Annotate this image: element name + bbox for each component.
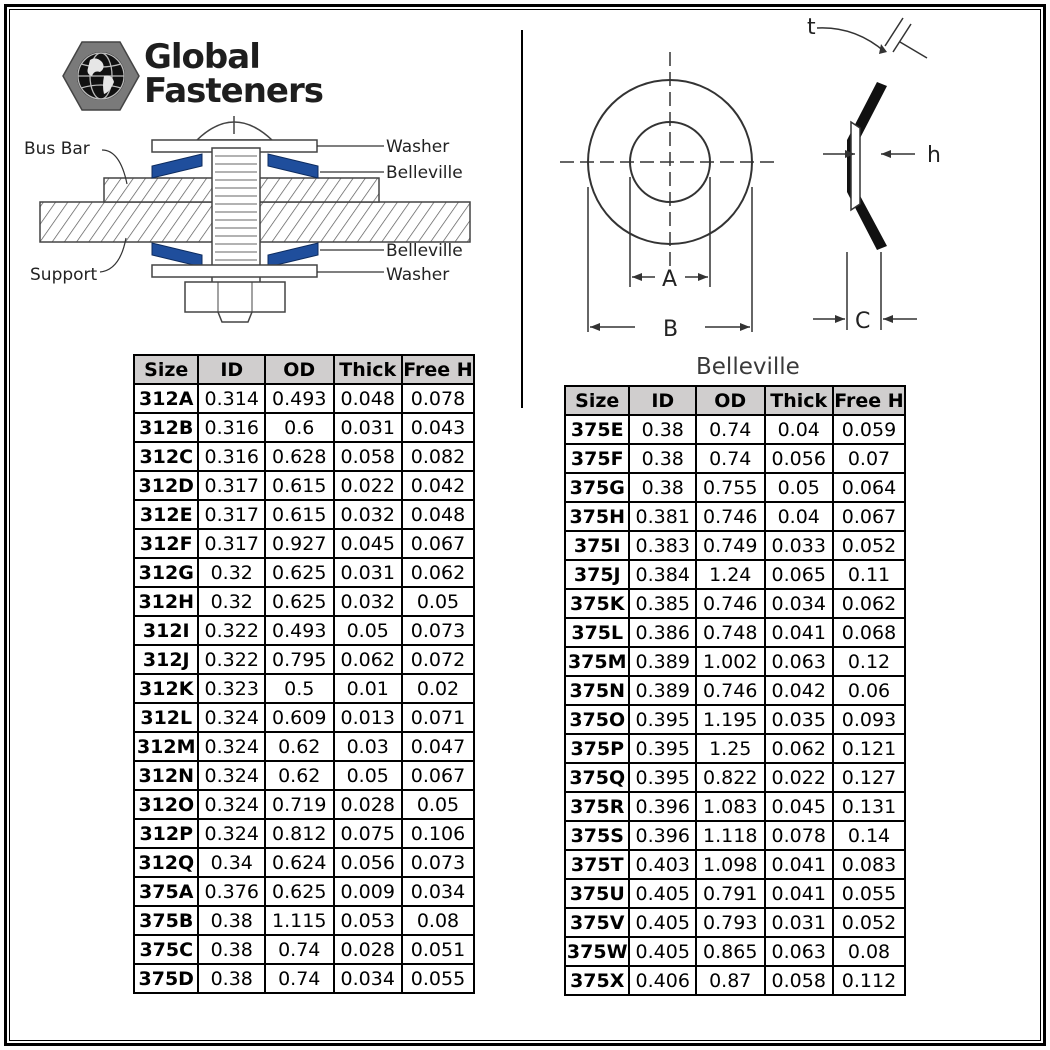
cell-id: 0.324 (198, 761, 265, 790)
cell-od: 0.749 (696, 531, 765, 560)
cell-free-h: 0.068 (833, 618, 905, 647)
cell-free-h: 0.06 (833, 676, 905, 705)
dim-c-label: C (855, 309, 871, 334)
table-row (134, 645, 474, 674)
cell-thick: 0.013 (334, 703, 403, 732)
cell-free-h: 0.127 (833, 763, 905, 792)
cell-thick: 0.028 (334, 790, 403, 819)
cell-od: 0.609 (265, 703, 334, 732)
table-row (134, 674, 474, 703)
cell-id: 0.32 (198, 558, 265, 587)
table-row (565, 473, 905, 502)
cell-id: 0.384 (629, 560, 696, 589)
cell-size: 312B (134, 413, 198, 442)
support-label: Support (30, 265, 98, 285)
dim-h-label: h (927, 143, 941, 168)
cell-size: 375T (565, 850, 629, 879)
cell-od: 0.748 (696, 618, 765, 647)
cell-free-h: 0.083 (833, 850, 905, 879)
column-header-free-h: Free H (402, 355, 474, 384)
cell-od: 0.746 (696, 502, 765, 531)
cell-id: 0.386 (629, 618, 696, 647)
spec-table-left (133, 354, 475, 994)
cell-od: 1.195 (696, 705, 765, 734)
cell-id: 0.38 (198, 935, 265, 964)
cell-id: 0.403 (629, 850, 696, 879)
cell-od: 0.791 (696, 879, 765, 908)
belleville-caption: Belleville (696, 354, 800, 380)
cell-id: 0.38 (198, 906, 265, 935)
table-row (565, 705, 905, 734)
cell-id: 0.383 (629, 531, 696, 560)
cell-size: 312D (134, 471, 198, 500)
table-row (134, 558, 474, 587)
cell-od: 1.24 (696, 560, 765, 589)
table-row (134, 935, 474, 964)
cell-free-h: 0.048 (402, 500, 474, 529)
cell-size: 375W (565, 937, 629, 966)
table-row (134, 906, 474, 935)
cell-od: 0.625 (265, 558, 334, 587)
cell-size: 375P (565, 734, 629, 763)
cell-id: 0.322 (198, 616, 265, 645)
table-row (134, 500, 474, 529)
cell-od: 0.5 (265, 674, 334, 703)
cell-thick: 0.032 (334, 500, 403, 529)
bus-bar-label: Bus Bar (24, 139, 90, 159)
table-row (565, 850, 905, 879)
cell-free-h: 0.093 (833, 705, 905, 734)
cell-free-h: 0.073 (402, 616, 474, 645)
cell-size: 375S (565, 821, 629, 850)
cell-size: 375K (565, 589, 629, 618)
cell-size: 375F (565, 444, 629, 473)
cell-free-h: 0.034 (402, 877, 474, 906)
dim-a-label: A (662, 267, 678, 292)
table-row (134, 790, 474, 819)
cell-id: 0.395 (629, 705, 696, 734)
table-row (134, 964, 474, 993)
cell-free-h: 0.08 (833, 937, 905, 966)
table-row (134, 848, 474, 877)
belleville-top-label: Belleville (386, 163, 463, 183)
table-row (565, 879, 905, 908)
cell-free-h: 0.07 (833, 444, 905, 473)
cell-free-h: 0.067 (402, 761, 474, 790)
cell-thick: 0.056 (334, 848, 403, 877)
column-header-size: Size (134, 355, 198, 384)
cell-od: 0.62 (265, 732, 334, 761)
cell-id: 0.322 (198, 645, 265, 674)
cell-thick: 0.062 (334, 645, 403, 674)
cell-size: 312J (134, 645, 198, 674)
cell-free-h: 0.071 (402, 703, 474, 732)
cell-id: 0.395 (629, 763, 696, 792)
cell-od: 0.865 (696, 937, 765, 966)
cell-od: 0.746 (696, 589, 765, 618)
cell-od: 1.002 (696, 647, 765, 676)
cell-od: 0.746 (696, 676, 765, 705)
cell-od: 1.098 (696, 850, 765, 879)
cell-thick: 0.03 (334, 732, 403, 761)
cell-id: 0.38 (629, 415, 696, 444)
cell-od: 0.493 (265, 384, 334, 413)
cell-id: 0.316 (198, 442, 265, 471)
cell-size: 375I (565, 531, 629, 560)
washer-bottom-label: Washer (386, 265, 450, 285)
cell-od: 1.083 (696, 792, 765, 821)
cell-free-h: 0.062 (402, 558, 474, 587)
table-row (565, 531, 905, 560)
cell-id: 0.376 (198, 877, 265, 906)
cell-free-h: 0.052 (833, 908, 905, 937)
table-row (565, 618, 905, 647)
cell-thick: 0.048 (334, 384, 403, 413)
cell-free-h: 0.073 (402, 848, 474, 877)
cell-size: 312Q (134, 848, 198, 877)
cell-size: 375R (565, 792, 629, 821)
table-row (134, 442, 474, 471)
cell-size: 375X (565, 966, 629, 995)
table-row (565, 966, 905, 995)
cell-size: 375E (565, 415, 629, 444)
cell-id: 0.396 (629, 792, 696, 821)
cell-size: 375J (565, 560, 629, 589)
cell-thick: 0.031 (765, 908, 834, 937)
bus-bar-assembly-diagram (22, 110, 472, 345)
cell-od: 0.755 (696, 473, 765, 502)
cell-free-h: 0.05 (402, 790, 474, 819)
cell-id: 0.38 (629, 473, 696, 502)
cell-id: 0.34 (198, 848, 265, 877)
cell-id: 0.395 (629, 734, 696, 763)
cell-id: 0.323 (198, 674, 265, 703)
cell-id: 0.324 (198, 819, 265, 848)
cell-free-h: 0.062 (833, 589, 905, 618)
cell-thick: 0.05 (334, 616, 403, 645)
cell-id: 0.38 (198, 964, 265, 993)
cell-thick: 0.033 (765, 531, 834, 560)
cell-free-h: 0.055 (833, 879, 905, 908)
cell-od: 0.615 (265, 500, 334, 529)
cell-thick: 0.053 (334, 906, 403, 935)
cell-thick: 0.022 (334, 471, 403, 500)
cell-id: 0.405 (629, 908, 696, 937)
cell-thick: 0.01 (334, 674, 403, 703)
cell-od: 0.625 (265, 877, 334, 906)
table-row (134, 761, 474, 790)
cell-thick: 0.04 (765, 502, 834, 531)
column-header-od: OD (696, 386, 765, 415)
cell-free-h: 0.042 (402, 471, 474, 500)
cell-thick: 0.034 (765, 589, 834, 618)
cell-size: 312I (134, 616, 198, 645)
belleville-washer-diagram (555, 12, 955, 342)
cell-size: 375O (565, 705, 629, 734)
cell-free-h: 0.072 (402, 645, 474, 674)
brand-name-line1: Global (144, 37, 260, 77)
cell-thick: 0.031 (334, 413, 403, 442)
cell-size: 375H (565, 502, 629, 531)
cell-id: 0.385 (629, 589, 696, 618)
table-header-row (134, 355, 474, 384)
table-row (565, 821, 905, 850)
cell-id: 0.406 (629, 966, 696, 995)
brand-name-line2: Fasteners (144, 71, 323, 111)
cell-thick: 0.031 (334, 558, 403, 587)
cell-od: 0.927 (265, 529, 334, 558)
column-header-id: ID (198, 355, 265, 384)
cell-od: 0.6 (265, 413, 334, 442)
cell-thick: 0.062 (765, 734, 834, 763)
table-row (134, 877, 474, 906)
cell-size: 312P (134, 819, 198, 848)
cell-free-h: 0.082 (402, 442, 474, 471)
cell-size: 375G (565, 473, 629, 502)
table-row (565, 589, 905, 618)
cell-free-h: 0.055 (402, 964, 474, 993)
column-header-od: OD (265, 355, 334, 384)
cell-free-h: 0.067 (833, 502, 905, 531)
cell-free-h: 0.02 (402, 674, 474, 703)
table-row (565, 908, 905, 937)
washer-top-label: Washer (386, 137, 450, 157)
cell-thick: 0.045 (334, 529, 403, 558)
column-header-id: ID (629, 386, 696, 415)
cell-thick: 0.075 (334, 819, 403, 848)
cell-od: 0.62 (265, 761, 334, 790)
cell-od: 0.793 (696, 908, 765, 937)
cell-free-h: 0.047 (402, 732, 474, 761)
cell-size: 375V (565, 908, 629, 937)
cell-size: 375M (565, 647, 629, 676)
cell-thick: 0.028 (334, 935, 403, 964)
cell-od: 1.115 (265, 906, 334, 935)
brand-logo (62, 37, 332, 112)
table-row (565, 415, 905, 444)
cell-thick: 0.063 (765, 647, 834, 676)
cell-size: 375N (565, 676, 629, 705)
cell-thick: 0.05 (334, 761, 403, 790)
cell-free-h: 0.064 (833, 473, 905, 502)
cell-free-h: 0.12 (833, 647, 905, 676)
cell-od: 0.74 (265, 935, 334, 964)
dim-t-label: t (807, 15, 816, 40)
cell-id: 0.314 (198, 384, 265, 413)
spec-table-right (564, 385, 906, 996)
table-row (134, 384, 474, 413)
cell-size: 375U (565, 879, 629, 908)
cell-size: 312G (134, 558, 198, 587)
column-divider (521, 30, 523, 408)
table-row (134, 616, 474, 645)
column-header-size: Size (565, 386, 629, 415)
cell-free-h: 0.067 (402, 529, 474, 558)
cell-thick: 0.032 (334, 587, 403, 616)
cell-free-h: 0.08 (402, 906, 474, 935)
table-row (134, 413, 474, 442)
cell-free-h: 0.11 (833, 560, 905, 589)
cell-id: 0.324 (198, 790, 265, 819)
table-row (565, 734, 905, 763)
cell-thick: 0.041 (765, 618, 834, 647)
cell-od: 0.615 (265, 471, 334, 500)
cell-size: 312L (134, 703, 198, 732)
cell-id: 0.32 (198, 587, 265, 616)
cell-thick: 0.045 (765, 792, 834, 821)
cell-free-h: 0.112 (833, 966, 905, 995)
table-row (565, 560, 905, 589)
cell-free-h: 0.05 (402, 587, 474, 616)
cell-size: 375D (134, 964, 198, 993)
cell-free-h: 0.14 (833, 821, 905, 850)
cell-thick: 0.05 (765, 473, 834, 502)
cell-id: 0.317 (198, 500, 265, 529)
cell-id: 0.324 (198, 732, 265, 761)
cell-free-h: 0.121 (833, 734, 905, 763)
table-row (565, 937, 905, 966)
table-row (134, 587, 474, 616)
cell-od: 0.628 (265, 442, 334, 471)
cell-id: 0.396 (629, 821, 696, 850)
cell-id: 0.405 (629, 937, 696, 966)
table-row (565, 502, 905, 531)
cell-free-h: 0.043 (402, 413, 474, 442)
cell-size: 312A (134, 384, 198, 413)
table-header-row (565, 386, 905, 415)
cell-od: 0.74 (696, 415, 765, 444)
belleville-bottom-label: Belleville (386, 241, 463, 261)
table-row (134, 529, 474, 558)
table-row (565, 647, 905, 676)
cell-id: 0.324 (198, 703, 265, 732)
cell-free-h: 0.051 (402, 935, 474, 964)
cell-id: 0.317 (198, 471, 265, 500)
cell-size: 375A (134, 877, 198, 906)
cell-size: 375Q (565, 763, 629, 792)
cell-thick: 0.022 (765, 763, 834, 792)
cell-free-h: 0.078 (402, 384, 474, 413)
cell-od: 0.624 (265, 848, 334, 877)
cell-id: 0.38 (629, 444, 696, 473)
cell-id: 0.316 (198, 413, 265, 442)
cell-od: 0.74 (696, 444, 765, 473)
cell-thick: 0.063 (765, 937, 834, 966)
cell-thick: 0.034 (334, 964, 403, 993)
cell-thick: 0.009 (334, 877, 403, 906)
cell-free-h: 0.052 (833, 531, 905, 560)
cell-size: 312E (134, 500, 198, 529)
cell-size: 375L (565, 618, 629, 647)
cell-od: 0.74 (265, 964, 334, 993)
table-row (565, 792, 905, 821)
column-header-thick: Thick (334, 355, 403, 384)
column-header-thick: Thick (765, 386, 834, 415)
cell-size: 312C (134, 442, 198, 471)
cell-size: 375C (134, 935, 198, 964)
cell-od: 0.87 (696, 966, 765, 995)
cell-thick: 0.065 (765, 560, 834, 589)
table-row (134, 819, 474, 848)
cell-thick: 0.058 (334, 442, 403, 471)
cell-size: 312O (134, 790, 198, 819)
cell-od: 0.719 (265, 790, 334, 819)
cell-size: 312N (134, 761, 198, 790)
cell-id: 0.317 (198, 529, 265, 558)
cell-id: 0.381 (629, 502, 696, 531)
cell-od: 1.25 (696, 734, 765, 763)
cell-size: 312F (134, 529, 198, 558)
cell-free-h: 0.059 (833, 415, 905, 444)
cell-od: 0.625 (265, 587, 334, 616)
table-row (134, 732, 474, 761)
cell-thick: 0.058 (765, 966, 834, 995)
cell-thick: 0.042 (765, 676, 834, 705)
cell-od: 0.812 (265, 819, 334, 848)
cell-thick: 0.078 (765, 821, 834, 850)
dim-b-label: B (663, 317, 679, 342)
cell-free-h: 0.131 (833, 792, 905, 821)
cell-id: 0.405 (629, 879, 696, 908)
cell-size: 312K (134, 674, 198, 703)
table-row (565, 444, 905, 473)
cell-thick: 0.056 (765, 444, 834, 473)
cell-id: 0.389 (629, 647, 696, 676)
cell-size: 312M (134, 732, 198, 761)
cell-size: 375B (134, 906, 198, 935)
cell-thick: 0.041 (765, 879, 834, 908)
cell-od: 0.822 (696, 763, 765, 792)
table-row (565, 676, 905, 705)
hex-globe-icon (62, 40, 140, 112)
table-row (134, 703, 474, 732)
table-row (134, 471, 474, 500)
cell-size: 312H (134, 587, 198, 616)
cell-od: 0.795 (265, 645, 334, 674)
cell-id: 0.389 (629, 676, 696, 705)
column-header-free-h: Free H (833, 386, 905, 415)
cell-od: 0.493 (265, 616, 334, 645)
table-row (565, 763, 905, 792)
cell-thick: 0.041 (765, 850, 834, 879)
cell-thick: 0.035 (765, 705, 834, 734)
cell-od: 1.118 (696, 821, 765, 850)
cell-thick: 0.04 (765, 415, 834, 444)
cell-free-h: 0.106 (402, 819, 474, 848)
